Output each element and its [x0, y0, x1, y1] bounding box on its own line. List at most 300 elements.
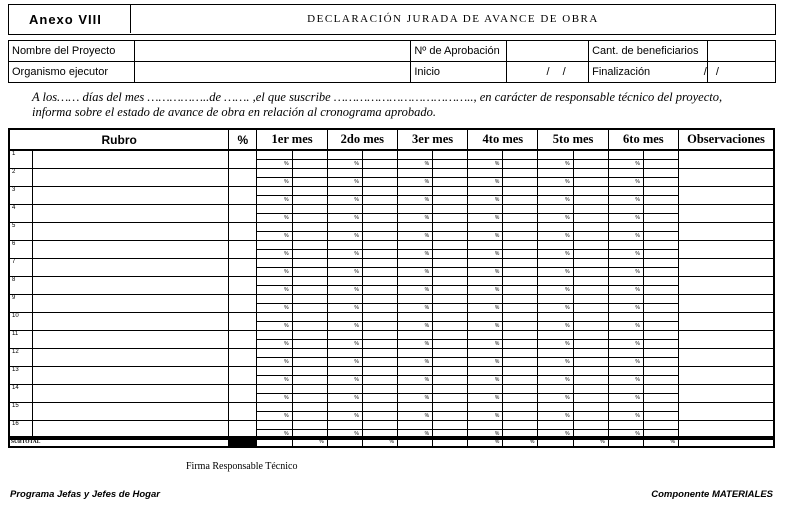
month-5-actual-percent-cell[interactable] — [573, 268, 608, 277]
month-2-actual-cell[interactable]: % — [327, 250, 362, 259]
month-2-actual-percent-cell[interactable] — [362, 214, 397, 223]
rubro-percent-cell[interactable] — [229, 205, 257, 223]
rubro-percent-cell[interactable] — [229, 150, 257, 169]
month-1-planned-percent-cell[interactable] — [292, 259, 327, 268]
month-4-actual-cell[interactable]: % — [468, 322, 503, 331]
month-1-actual-percent-cell[interactable] — [292, 340, 327, 349]
month-2-actual-cell[interactable]: % — [327, 340, 362, 349]
month-6-actual-percent-cell[interactable] — [643, 250, 678, 259]
month-2-actual-cell[interactable]: % — [327, 160, 362, 169]
month-1-actual-cell[interactable]: % — [257, 178, 292, 187]
subtotal-m6-value[interactable] — [608, 437, 643, 447]
month-4-planned-cell[interactable] — [468, 223, 503, 232]
month-6-actual-percent-cell[interactable] — [643, 268, 678, 277]
month-4-actual-percent-cell[interactable] — [503, 232, 538, 241]
month-3-actual-percent-cell[interactable] — [433, 340, 468, 349]
month-4-planned-percent-cell[interactable] — [503, 385, 538, 394]
observaciones-cell[interactable] — [678, 169, 774, 187]
month-4-planned-cell[interactable] — [468, 331, 503, 340]
month-2-planned-cell[interactable] — [327, 169, 362, 178]
month-6-planned-percent-cell[interactable] — [643, 150, 678, 160]
month-5-planned-cell[interactable] — [538, 367, 573, 376]
rubro-cell[interactable] — [32, 205, 229, 223]
month-5-actual-cell[interactable]: % — [538, 232, 573, 241]
month-3-planned-percent-cell[interactable] — [433, 169, 468, 178]
rubro-cell[interactable] — [32, 150, 229, 169]
month-4-planned-cell[interactable] — [468, 367, 503, 376]
month-2-planned-percent-cell[interactable] — [362, 295, 397, 304]
month-2-planned-cell[interactable] — [327, 313, 362, 322]
month-2-actual-cell[interactable]: % — [327, 322, 362, 331]
month-6-actual-cell[interactable]: % — [608, 412, 643, 421]
month-4-actual-cell[interactable]: % — [468, 178, 503, 187]
rubro-percent-cell[interactable] — [229, 331, 257, 349]
month-6-planned-cell[interactable] — [608, 385, 643, 394]
month-1-actual-cell[interactable]: % — [257, 286, 292, 295]
month-4-actual-cell[interactable]: % — [468, 340, 503, 349]
month-5-actual-percent-cell[interactable] — [573, 178, 608, 187]
month-5-actual-percent-cell[interactable] — [573, 340, 608, 349]
month-3-actual-cell[interactable]: % — [397, 232, 432, 241]
month-4-actual-percent-cell[interactable] — [503, 250, 538, 259]
month-4-planned-percent-cell[interactable] — [503, 421, 538, 430]
rubro-percent-cell[interactable] — [229, 349, 257, 367]
month-3-planned-cell[interactable] — [397, 367, 432, 376]
month-6-actual-cell[interactable]: % — [608, 250, 643, 259]
month-1-actual-percent-cell[interactable] — [292, 376, 327, 385]
month-3-actual-percent-cell[interactable] — [433, 196, 468, 205]
month-2-planned-percent-cell[interactable] — [362, 241, 397, 250]
month-4-actual-cell[interactable]: % — [468, 394, 503, 403]
month-2-actual-cell[interactable]: % — [327, 286, 362, 295]
month-4-actual-cell[interactable]: % — [468, 286, 503, 295]
month-3-planned-percent-cell[interactable] — [433, 205, 468, 214]
rubro-percent-cell[interactable] — [229, 259, 257, 277]
month-3-actual-cell[interactable]: % — [397, 322, 432, 331]
month-1-planned-cell[interactable] — [257, 349, 292, 358]
month-2-planned-cell[interactable] — [327, 277, 362, 286]
month-1-actual-cell[interactable]: % — [257, 340, 292, 349]
month-2-actual-percent-cell[interactable] — [362, 376, 397, 385]
month-4-planned-percent-cell[interactable] — [503, 150, 538, 160]
month-2-actual-percent-cell[interactable] — [362, 268, 397, 277]
month-6-planned-cell[interactable] — [608, 223, 643, 232]
month-6-planned-cell[interactable] — [608, 150, 643, 160]
month-2-planned-percent-cell[interactable] — [362, 187, 397, 196]
month-5-actual-percent-cell[interactable] — [573, 232, 608, 241]
month-5-planned-percent-cell[interactable] — [573, 331, 608, 340]
month-4-actual-cell[interactable]: % — [468, 268, 503, 277]
month-4-actual-percent-cell[interactable] — [503, 268, 538, 277]
month-5-actual-cell[interactable]: % — [538, 196, 573, 205]
month-5-actual-percent-cell[interactable] — [573, 322, 608, 331]
month-5-planned-percent-cell[interactable] — [573, 385, 608, 394]
month-6-actual-percent-cell[interactable] — [643, 394, 678, 403]
month-2-planned-cell[interactable] — [327, 403, 362, 412]
month-5-actual-cell[interactable]: % — [538, 412, 573, 421]
month-4-planned-percent-cell[interactable] — [503, 349, 538, 358]
month-6-planned-cell[interactable] — [608, 277, 643, 286]
observaciones-cell[interactable] — [678, 349, 774, 367]
month-5-actual-cell[interactable]: % — [538, 430, 573, 440]
month-3-planned-percent-cell[interactable] — [433, 313, 468, 322]
month-3-planned-percent-cell[interactable] — [433, 241, 468, 250]
month-1-planned-percent-cell[interactable] — [292, 295, 327, 304]
month-2-actual-percent-cell[interactable] — [362, 160, 397, 169]
month-1-planned-percent-cell[interactable] — [292, 403, 327, 412]
month-3-planned-cell[interactable] — [397, 313, 432, 322]
month-4-planned-cell[interactable] — [468, 259, 503, 268]
month-5-actual-percent-cell[interactable] — [573, 250, 608, 259]
month-3-planned-percent-cell[interactable] — [433, 403, 468, 412]
month-4-planned-cell[interactable] — [468, 205, 503, 214]
month-5-actual-cell[interactable]: % — [538, 358, 573, 367]
month-5-planned-cell[interactable] — [538, 169, 573, 178]
month-1-actual-percent-cell[interactable] — [292, 250, 327, 259]
month-3-planned-percent-cell[interactable] — [433, 259, 468, 268]
month-1-actual-cell[interactable]: % — [257, 394, 292, 403]
month-1-actual-percent-cell[interactable] — [292, 412, 327, 421]
month-3-actual-percent-cell[interactable] — [433, 178, 468, 187]
month-3-actual-percent-cell[interactable] — [433, 160, 468, 169]
month-4-planned-cell[interactable] — [468, 313, 503, 322]
month-3-planned-percent-cell[interactable] — [433, 277, 468, 286]
month-4-actual-cell[interactable]: % — [468, 214, 503, 223]
month-4-actual-cell[interactable]: % — [468, 412, 503, 421]
month-2-actual-cell[interactable]: % — [327, 268, 362, 277]
month-4-planned-percent-cell[interactable] — [503, 367, 538, 376]
month-4-actual-percent-cell[interactable] — [503, 196, 538, 205]
month-4-planned-percent-cell[interactable] — [503, 295, 538, 304]
month-3-actual-cell[interactable]: % — [397, 358, 432, 367]
month-5-actual-cell[interactable]: % — [538, 376, 573, 385]
month-2-actual-percent-cell[interactable] — [362, 232, 397, 241]
month-5-planned-cell[interactable] — [538, 349, 573, 358]
month-5-planned-percent-cell[interactable] — [573, 223, 608, 232]
month-5-planned-percent-cell[interactable] — [573, 277, 608, 286]
subtotal-m3-value[interactable] — [397, 437, 432, 447]
month-3-planned-percent-cell[interactable] — [433, 385, 468, 394]
month-5-actual-percent-cell[interactable] — [573, 160, 608, 169]
observaciones-cell[interactable] — [678, 205, 774, 223]
month-1-actual-percent-cell[interactable] — [292, 214, 327, 223]
month-3-planned-cell[interactable] — [397, 349, 432, 358]
end-date-field[interactable]: / / — [677, 62, 745, 83]
month-5-planned-cell[interactable] — [538, 187, 573, 196]
month-1-planned-percent-cell[interactable] — [292, 169, 327, 178]
month-6-actual-cell[interactable]: % — [608, 214, 643, 223]
month-6-planned-cell[interactable] — [608, 421, 643, 430]
month-3-planned-cell[interactable] — [397, 205, 432, 214]
month-2-planned-cell[interactable] — [327, 295, 362, 304]
rubro-percent-cell[interactable] — [229, 277, 257, 295]
month-6-planned-percent-cell[interactable] — [643, 187, 678, 196]
month-5-actual-cell[interactable]: % — [538, 322, 573, 331]
month-3-planned-cell[interactable] — [397, 331, 432, 340]
month-2-planned-cell[interactable] — [327, 349, 362, 358]
month-6-planned-percent-cell[interactable] — [643, 241, 678, 250]
month-1-actual-cell[interactable]: % — [257, 412, 292, 421]
month-6-planned-cell[interactable] — [608, 259, 643, 268]
month-2-actual-cell[interactable]: % — [327, 376, 362, 385]
month-2-actual-cell[interactable]: % — [327, 214, 362, 223]
month-6-planned-percent-cell[interactable] — [643, 403, 678, 412]
month-4-actual-percent-cell[interactable] — [503, 412, 538, 421]
month-4-actual-cell[interactable]: % — [468, 304, 503, 313]
month-5-actual-cell[interactable]: % — [538, 394, 573, 403]
month-3-actual-percent-cell[interactable] — [433, 250, 468, 259]
month-2-planned-percent-cell[interactable] — [362, 385, 397, 394]
month-2-planned-percent-cell[interactable] — [362, 313, 397, 322]
month-3-planned-percent-cell[interactable] — [433, 331, 468, 340]
month-1-actual-cell[interactable]: % — [257, 268, 292, 277]
month-2-actual-percent-cell[interactable] — [362, 340, 397, 349]
month-3-actual-cell[interactable]: % — [397, 178, 432, 187]
month-6-planned-percent-cell[interactable] — [643, 205, 678, 214]
month-5-planned-cell[interactable] — [538, 223, 573, 232]
month-5-actual-cell[interactable]: % — [538, 286, 573, 295]
month-6-actual-percent-cell[interactable] — [643, 412, 678, 421]
month-3-actual-cell[interactable]: % — [397, 412, 432, 421]
month-4-planned-percent-cell[interactable] — [503, 187, 538, 196]
month-1-actual-cell[interactable]: % — [257, 322, 292, 331]
month-1-planned-percent-cell[interactable] — [292, 223, 327, 232]
month-5-actual-percent-cell[interactable] — [573, 196, 608, 205]
approval-number-field[interactable] — [507, 41, 589, 62]
rubro-cell[interactable] — [32, 367, 229, 385]
rubro-cell[interactable] — [32, 223, 229, 241]
month-6-actual-cell[interactable]: % — [608, 196, 643, 205]
month-4-planned-cell[interactable] — [468, 187, 503, 196]
month-5-actual-cell[interactable]: % — [538, 178, 573, 187]
month-1-planned-percent-cell[interactable] — [292, 150, 327, 160]
month-4-planned-cell[interactable] — [468, 421, 503, 430]
month-1-actual-percent-cell[interactable] — [292, 268, 327, 277]
month-2-planned-percent-cell[interactable] — [362, 150, 397, 160]
month-4-actual-percent-cell[interactable] — [503, 394, 538, 403]
month-6-planned-cell[interactable] — [608, 295, 643, 304]
month-1-planned-cell[interactable] — [257, 223, 292, 232]
month-4-planned-percent-cell[interactable] — [503, 259, 538, 268]
month-4-actual-percent-cell[interactable] — [503, 160, 538, 169]
month-3-actual-cell[interactable]: % — [397, 430, 432, 440]
month-6-actual-percent-cell[interactable] — [643, 160, 678, 169]
month-5-planned-percent-cell[interactable] — [573, 421, 608, 430]
month-1-actual-percent-cell[interactable] — [292, 394, 327, 403]
month-3-actual-percent-cell[interactable] — [433, 214, 468, 223]
month-2-planned-percent-cell[interactable] — [362, 367, 397, 376]
month-5-actual-percent-cell[interactable] — [573, 412, 608, 421]
month-2-actual-percent-cell[interactable] — [362, 358, 397, 367]
month-5-planned-percent-cell[interactable] — [573, 349, 608, 358]
month-4-actual-percent-cell[interactable] — [503, 178, 538, 187]
month-6-planned-percent-cell[interactable] — [643, 259, 678, 268]
month-2-planned-cell[interactable] — [327, 241, 362, 250]
month-1-planned-cell[interactable] — [257, 259, 292, 268]
month-5-planned-cell[interactable] — [538, 277, 573, 286]
month-1-actual-percent-cell[interactable] — [292, 358, 327, 367]
month-2-planned-cell[interactable] — [327, 259, 362, 268]
month-6-actual-cell[interactable]: % — [608, 340, 643, 349]
month-4-planned-cell[interactable] — [468, 295, 503, 304]
month-2-planned-percent-cell[interactable] — [362, 403, 397, 412]
month-2-planned-cell[interactable] — [327, 150, 362, 160]
month-3-planned-cell[interactable] — [397, 259, 432, 268]
month-3-planned-cell[interactable] — [397, 385, 432, 394]
month-1-actual-percent-cell[interactable] — [292, 160, 327, 169]
month-4-planned-percent-cell[interactable] — [503, 331, 538, 340]
month-3-actual-cell[interactable]: % — [397, 376, 432, 385]
month-1-planned-cell[interactable] — [257, 313, 292, 322]
month-1-actual-percent-cell[interactable] — [292, 286, 327, 295]
month-1-planned-percent-cell[interactable] — [292, 349, 327, 358]
month-4-planned-percent-cell[interactable] — [503, 313, 538, 322]
month-3-planned-percent-cell[interactable] — [433, 150, 468, 160]
month-2-actual-cell[interactable]: % — [327, 196, 362, 205]
rubro-cell[interactable] — [32, 169, 229, 187]
month-4-actual-percent-cell[interactable] — [503, 340, 538, 349]
month-3-planned-percent-cell[interactable] — [433, 295, 468, 304]
rubro-percent-cell[interactable] — [229, 187, 257, 205]
observaciones-cell[interactable] — [678, 241, 774, 259]
month-3-actual-percent-cell[interactable] — [433, 394, 468, 403]
subtotal-m5-value[interactable] — [538, 437, 573, 447]
rubro-cell[interactable] — [32, 331, 229, 349]
month-5-actual-cell[interactable]: % — [538, 160, 573, 169]
month-4-actual-percent-cell[interactable] — [503, 214, 538, 223]
month-4-planned-cell[interactable] — [468, 150, 503, 160]
rubro-cell[interactable] — [32, 187, 229, 205]
month-2-planned-percent-cell[interactable] — [362, 421, 397, 430]
month-5-actual-percent-cell[interactable] — [573, 304, 608, 313]
month-5-actual-percent-cell[interactable] — [573, 394, 608, 403]
month-6-planned-cell[interactable] — [608, 349, 643, 358]
month-6-planned-percent-cell[interactable] — [643, 385, 678, 394]
subtotal-m1-value[interactable] — [257, 437, 292, 447]
month-6-planned-cell[interactable] — [608, 367, 643, 376]
month-3-actual-cell[interactable]: % — [397, 196, 432, 205]
observaciones-cell[interactable] — [678, 403, 774, 421]
month-6-planned-cell[interactable] — [608, 403, 643, 412]
month-6-actual-cell[interactable]: % — [608, 304, 643, 313]
month-6-actual-percent-cell[interactable] — [643, 304, 678, 313]
month-2-planned-cell[interactable] — [327, 187, 362, 196]
month-6-planned-percent-cell[interactable] — [643, 169, 678, 178]
month-6-actual-percent-cell[interactable] — [643, 232, 678, 241]
start-date-field[interactable]: / / — [507, 62, 589, 83]
month-1-planned-cell[interactable] — [257, 169, 292, 178]
project-name-field[interactable] — [135, 41, 411, 62]
month-5-planned-percent-cell[interactable] — [573, 150, 608, 160]
month-3-actual-cell[interactable]: % — [397, 340, 432, 349]
month-1-actual-percent-cell[interactable] — [292, 196, 327, 205]
month-3-planned-percent-cell[interactable] — [433, 223, 468, 232]
month-6-actual-cell[interactable]: % — [608, 268, 643, 277]
month-1-actual-percent-cell[interactable] — [292, 232, 327, 241]
month-5-planned-percent-cell[interactable] — [573, 313, 608, 322]
month-5-planned-cell[interactable] — [538, 403, 573, 412]
month-4-planned-percent-cell[interactable] — [503, 277, 538, 286]
month-6-actual-cell[interactable]: % — [608, 232, 643, 241]
month-5-actual-percent-cell[interactable] — [573, 358, 608, 367]
month-2-planned-cell[interactable] — [327, 331, 362, 340]
month-1-planned-cell[interactable] — [257, 150, 292, 160]
month-6-planned-percent-cell[interactable] — [643, 223, 678, 232]
month-2-actual-cell[interactable]: % — [327, 394, 362, 403]
month-6-planned-percent-cell[interactable] — [643, 331, 678, 340]
month-4-actual-cell[interactable]: % — [468, 160, 503, 169]
month-3-actual-cell[interactable]: % — [397, 160, 432, 169]
month-6-planned-cell[interactable] — [608, 241, 643, 250]
month-1-planned-cell[interactable] — [257, 205, 292, 214]
month-3-planned-cell[interactable] — [397, 295, 432, 304]
month-5-planned-percent-cell[interactable] — [573, 205, 608, 214]
month-1-planned-percent-cell[interactable] — [292, 385, 327, 394]
month-4-actual-cell[interactable]: % — [468, 358, 503, 367]
observaciones-cell[interactable] — [678, 150, 774, 169]
month-2-planned-cell[interactable] — [327, 385, 362, 394]
month-2-actual-cell[interactable]: % — [327, 304, 362, 313]
month-1-planned-cell[interactable] — [257, 277, 292, 286]
month-1-actual-cell[interactable]: % — [257, 304, 292, 313]
rubro-cell[interactable] — [32, 403, 229, 421]
month-4-planned-percent-cell[interactable] — [503, 169, 538, 178]
month-2-actual-percent-cell[interactable] — [362, 196, 397, 205]
month-5-planned-cell[interactable] — [538, 205, 573, 214]
month-1-planned-cell[interactable] — [257, 403, 292, 412]
month-1-planned-cell[interactable] — [257, 187, 292, 196]
month-5-actual-cell[interactable]: % — [538, 304, 573, 313]
month-1-actual-cell[interactable]: % — [257, 430, 292, 440]
month-2-actual-percent-cell[interactable] — [362, 322, 397, 331]
month-5-actual-percent-cell[interactable] — [573, 376, 608, 385]
month-1-planned-percent-cell[interactable] — [292, 313, 327, 322]
month-1-actual-cell[interactable]: % — [257, 358, 292, 367]
month-5-planned-percent-cell[interactable] — [573, 403, 608, 412]
month-6-actual-cell[interactable]: % — [608, 394, 643, 403]
month-5-actual-percent-cell[interactable] — [573, 286, 608, 295]
month-4-actual-cell[interactable]: % — [468, 430, 503, 440]
month-3-actual-percent-cell[interactable] — [433, 376, 468, 385]
observaciones-cell[interactable] — [678, 367, 774, 385]
month-1-actual-cell[interactable]: % — [257, 376, 292, 385]
month-4-actual-percent-cell[interactable] — [503, 286, 538, 295]
month-6-actual-percent-cell[interactable] — [643, 376, 678, 385]
month-2-actual-percent-cell[interactable] — [362, 412, 397, 421]
rubro-cell[interactable] — [32, 385, 229, 403]
rubro-cell[interactable] — [32, 349, 229, 367]
rubro-percent-cell[interactable] — [229, 385, 257, 403]
month-3-actual-percent-cell[interactable] — [433, 412, 468, 421]
month-1-planned-percent-cell[interactable] — [292, 367, 327, 376]
month-1-planned-cell[interactable] — [257, 421, 292, 430]
month-6-planned-percent-cell[interactable] — [643, 349, 678, 358]
month-3-planned-cell[interactable] — [397, 421, 432, 430]
month-6-actual-cell[interactable]: % — [608, 322, 643, 331]
month-2-actual-cell[interactable]: % — [327, 412, 362, 421]
month-5-planned-cell[interactable] — [538, 150, 573, 160]
rubro-cell[interactable] — [32, 259, 229, 277]
month-2-planned-percent-cell[interactable] — [362, 331, 397, 340]
month-1-planned-cell[interactable] — [257, 331, 292, 340]
month-3-planned-cell[interactable] — [397, 403, 432, 412]
month-1-actual-cell[interactable]: % — [257, 160, 292, 169]
month-6-planned-cell[interactable] — [608, 205, 643, 214]
month-6-planned-percent-cell[interactable] — [643, 421, 678, 430]
month-6-actual-percent-cell[interactable] — [643, 286, 678, 295]
month-4-planned-percent-cell[interactable] — [503, 223, 538, 232]
month-4-planned-percent-cell[interactable] — [503, 205, 538, 214]
